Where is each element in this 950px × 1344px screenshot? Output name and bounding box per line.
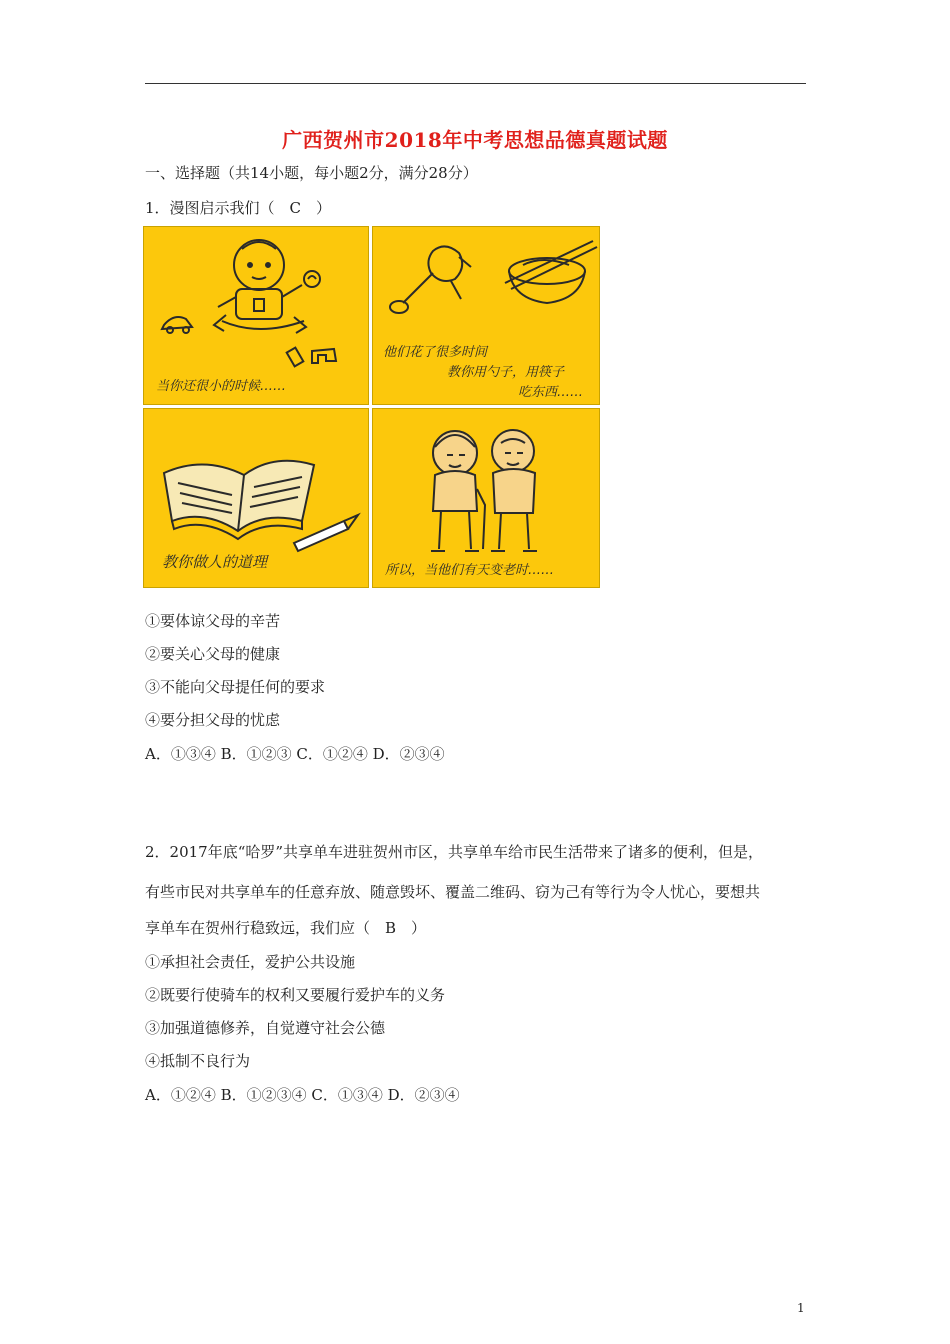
- panel-2-caption-line-2: 教你用勺子，用筷子: [447, 365, 565, 380]
- q2-option-3: ③加强道德修养，自觉遵守社会公德: [145, 1019, 386, 1037]
- comic-panel-spoon: [372, 226, 600, 405]
- comic-panel-baby: [143, 226, 369, 405]
- comic-panel-elderly: [372, 408, 600, 588]
- panel-2-caption-line-3: 吃东西……: [518, 385, 584, 400]
- q1-choices: A．①③④ B．①②③ C．①②④ D．②③④: [145, 745, 445, 763]
- panel-4-caption: 所以，当他们有天变老时……: [385, 563, 555, 578]
- header-rule: [145, 83, 806, 84]
- q2-option-1: ①承担社会责任，爱护公共设施: [145, 953, 356, 971]
- page-number: 1: [797, 1301, 805, 1315]
- page-title: 广西贺州市2018年中考思想品德真题试题: [282, 128, 668, 152]
- panel-1-caption: 当你还很小的时候……: [156, 379, 287, 394]
- question-2-stem-line-2: 有些市民对共享单车的任意弃放、随意毁坏、覆盖二维码、窃为己有等行为令人忧心，要想共: [145, 883, 761, 901]
- section-heading: 一、选择题（共14小题，每小题2分，满分28分）: [145, 164, 478, 182]
- q1-option-1: ①要体谅父母的辛苦: [145, 612, 281, 630]
- comic-image: [143, 226, 600, 588]
- question-1-stem: 1．漫图启示我们（ C ）: [145, 199, 332, 217]
- panel-2-caption-line-1: 他们花了很多时间: [383, 345, 488, 360]
- q1-option-4: ④要分担父母的忧虑: [145, 711, 281, 729]
- q1-option-3: ③不能向父母提任何的要求: [145, 678, 326, 696]
- comic-panel-book: [143, 408, 369, 588]
- q1-option-2: ②要关心父母的健康: [145, 645, 281, 663]
- question-2-stem-line-1: 2．2017年底“哈罗”共享单车进驻贺州市区，共享单车给市民生活带来了诸多的便利，但是，: [145, 843, 764, 861]
- q2-option-2: ②既要行使骑车的权利又要履行爱护车的义务: [145, 986, 446, 1004]
- question-2-stem-line-3: 享单车在贺州行稳致远，我们应（ B ）: [145, 919, 427, 937]
- q2-option-4: ④抵制不良行为: [145, 1052, 251, 1070]
- panel-3-caption: 教你做人的道理: [162, 553, 268, 571]
- q2-choices: A．①②④ B．①②③④ C．①③④ D．②③④: [145, 1086, 460, 1104]
